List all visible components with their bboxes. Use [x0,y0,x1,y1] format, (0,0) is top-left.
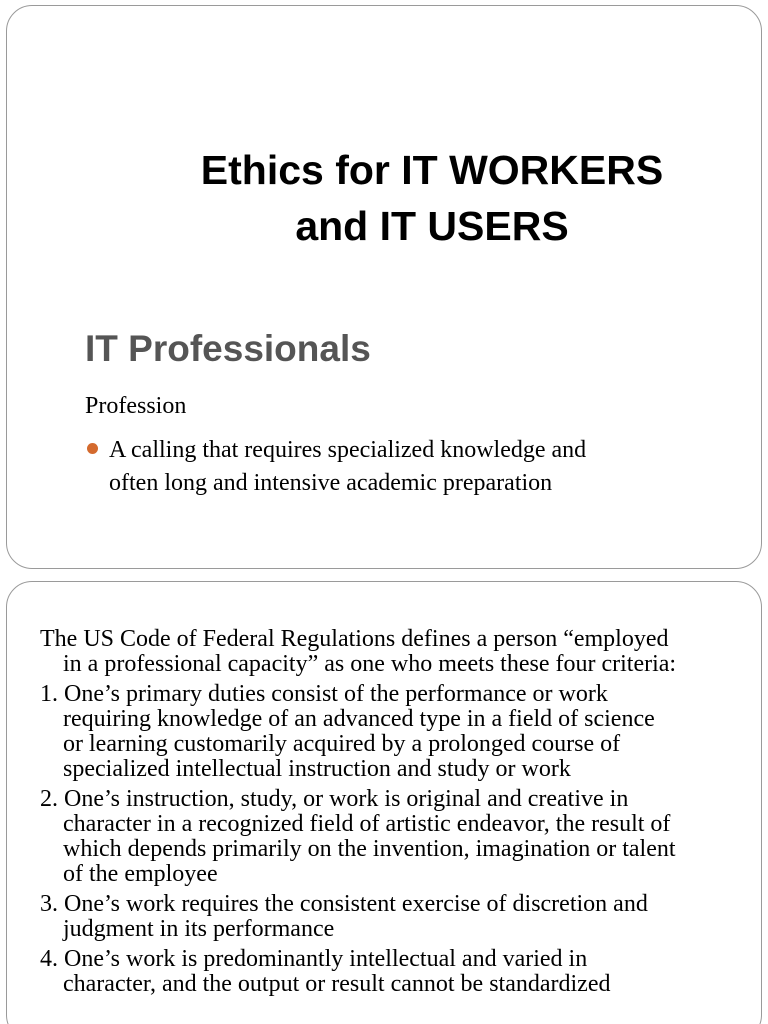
criterion-3 [40,892,750,942]
criterion-line: of the employee [63,861,218,887]
criterion-line: judgment in its performance [63,916,335,942]
bullet-text-line: A calling that requires specialized knowledge and [109,437,587,463]
criterion-line: 3. One’s work requires the consistent exercise of discretion and [40,891,648,917]
intro-line: in a professional capacity” as one who meets these four criteria: [63,651,677,677]
criterion-line: or learning customarily acquired by a prolonged course of [63,731,621,757]
bullet-text [109,434,689,500]
criterion-line: 1. One’s primary duties consist of the performance or work [40,681,608,707]
section-heading: IT Professionals [85,328,371,369]
slide-body [40,627,750,1002]
slide-title [107,142,757,254]
bullet-dot-icon [87,443,98,454]
criterion-2 [40,787,750,887]
slide-2 [6,581,762,1024]
bullet-text-line: often long and intensive academic preparation [109,470,553,496]
slide-title-line: Ethics for IT WORKERS [200,147,664,193]
intro-paragraph [40,627,750,677]
criterion-line: character, and the output or result cannot be standardized [63,971,611,997]
slide-1 [6,5,762,569]
criterion-line: requiring knowledge of an advanced type in a field of science [63,706,655,732]
slide-title-line: and IT USERS [295,203,569,249]
criterion-line: character in a recognized field of artistic endeavor, the result of [63,811,671,837]
term-label: Profession [85,393,187,419]
intro-line: The US Code of Federal Regulations defines a person “employed [40,626,669,652]
criterion-4 [40,947,750,997]
criterion-line: which depends primarily on the invention, imagination or talent [63,836,676,862]
criterion-line: 2. One’s instruction, study, or work is original and creative in [40,786,629,812]
criterion-line: 4. One’s work is predominantly intellectual and varied in [40,946,588,972]
criterion-line: specialized intellectual instruction and study or work [63,756,571,782]
criterion-1 [40,682,750,782]
